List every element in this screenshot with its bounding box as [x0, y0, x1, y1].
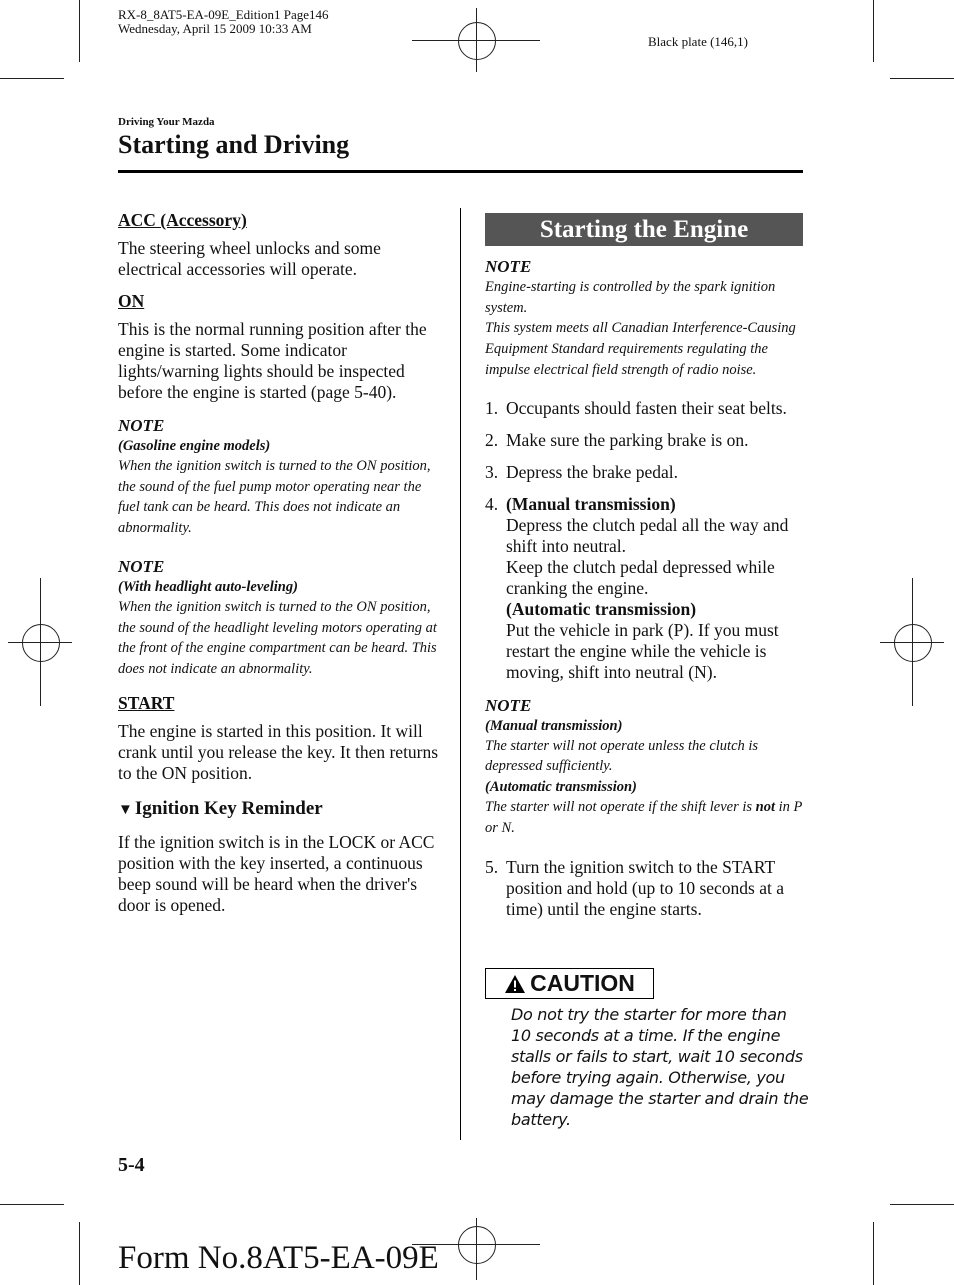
list-item [485, 398, 803, 419]
column-divider [460, 208, 461, 1140]
list-item [485, 430, 803, 451]
list-item [485, 857, 803, 920]
step-detail: Depress the clutch pedal all the way and shift into neutral. [506, 514, 789, 556]
step-number: 4. [485, 493, 499, 514]
note-text: The starter will not operate if the shift lever is [485, 798, 753, 815]
warning-icon [504, 974, 526, 994]
form-number: Form No.8AT5-EA-09E [118, 1240, 439, 1276]
note-title: NOTE [118, 416, 165, 435]
print-meta [118, 8, 329, 36]
steps-list [485, 398, 803, 683]
plate-label: Black plate (146,1) [648, 34, 748, 49]
crop-mark [873, 1222, 874, 1285]
list-item [485, 462, 803, 483]
step-number: 3. [485, 461, 499, 482]
step-text: Turn the ignition switch to the START position and hold (up to 10 seconds at a time) until the engine starts. [506, 857, 785, 920]
crop-mark [890, 1204, 954, 1205]
on-heading: ON [118, 291, 145, 311]
crop-mark [890, 78, 954, 79]
start-heading: START [118, 692, 175, 713]
caution-text: Do not try the starter for more than 10 seconds at a time. If the engine stalls or fails to start, wait 10 seconds before trying again. Otherwise, you may damage the starter and drain the battery. [511, 1005, 809, 1129]
reminder-text: If the ignition switch is in the LOCK or ACC position with the key inserted, a continuous beep sound will be heard when the driver's door is opened. [118, 831, 435, 915]
note-body: The starter will not operate unless the clutch is depressed sufficiently. [485, 737, 759, 775]
note-body: Engine-starting is controlled by the spark ignition system. [485, 279, 776, 316]
header-rule [118, 170, 803, 173]
note-subheading: (Manual transmission) [485, 717, 623, 734]
note-subheading: (With headlight auto-leveling) [118, 578, 298, 595]
chapter-title: Starting and Driving [118, 130, 350, 159]
crop-mark [79, 0, 80, 62]
acc-heading: ACC (Accessory) [118, 210, 247, 230]
print-meta-line1: RX-8_8AT5-EA-09E_Edition1 Page146 [118, 7, 329, 22]
step-number: 1. [485, 397, 499, 418]
step-detail: Keep the clutch pedal depressed while cranking the engine. [506, 556, 775, 598]
crop-mark [0, 78, 64, 79]
on-text: This is the normal running position after the engine is started. Some indicator lights/warning lights should be inspected before the engine is started (page 5-40). [118, 319, 427, 402]
page-number: 5-4 [118, 1154, 145, 1176]
crop-mark [79, 1222, 80, 1285]
note-subheading: (Automatic transmission) [485, 778, 637, 795]
step-text: Occupants should fasten their seat belts. [506, 397, 787, 418]
list-item [485, 494, 803, 683]
step-text: Depress the brake pedal. [506, 461, 679, 482]
section-banner: Starting the Engine [485, 213, 803, 246]
print-meta-line2: Wednesday, April 15 2009 10:33 AM [118, 21, 312, 36]
right-column [485, 256, 803, 920]
acc-text: The steering wheel unlocks and some electrical accessories will operate. [118, 238, 381, 279]
step-detail: Put the vehicle in park (P). If you must restart the engine while the vehicle is moving, shift into neutral (N). [506, 619, 779, 682]
note-body: When the ignition switch is turned to the ON position, the sound of the fuel pump motor operating near the fuel tank can be heard. This does not indicate an abnormality. [118, 458, 431, 537]
section-kicker: Driving Your Mazda [118, 116, 215, 128]
caution-label-text: CAUTION [530, 970, 635, 996]
step-number: 2. [485, 429, 499, 450]
step-subheading: (Manual transmission) [506, 493, 676, 514]
reminder-heading-text: Ignition Key Reminder [134, 797, 323, 819]
step-subheading: (Automatic transmission) [506, 598, 697, 619]
note-body: This system meets all Canadian Interference-Causing Equipment Standard requirements regulating the impulse electrical field strength of radio noise. [485, 320, 796, 378]
step-text [506, 494, 803, 683]
note-title: NOTE [485, 695, 532, 715]
crop-mark [873, 0, 874, 62]
note-title: NOTE [118, 556, 165, 576]
step-number: 5. [485, 857, 499, 878]
note-subheading: (Gasoline engine models) [118, 438, 271, 454]
note-text: in P or N. [485, 798, 803, 836]
triangle-down-icon: ▼ [118, 801, 133, 818]
note-body: When the ignition switch is turned to the ON position, the sound of the headlight leveling motors operating at the front of the engine compartment can be heard. This does not indicate an abnormality. [118, 598, 437, 677]
crop-mark [0, 1204, 64, 1205]
reminder-heading [118, 798, 440, 821]
note-emphasis: not [755, 798, 775, 815]
step-text: Make sure the parking brake is on. [506, 429, 749, 450]
note-title: NOTE [485, 257, 532, 276]
caution-label [485, 968, 654, 999]
start-text: The engine is started in this position. It will crank until you release the key. It then returns to the ON position. [118, 720, 439, 783]
left-column [118, 210, 440, 916]
note-body [485, 797, 803, 838]
